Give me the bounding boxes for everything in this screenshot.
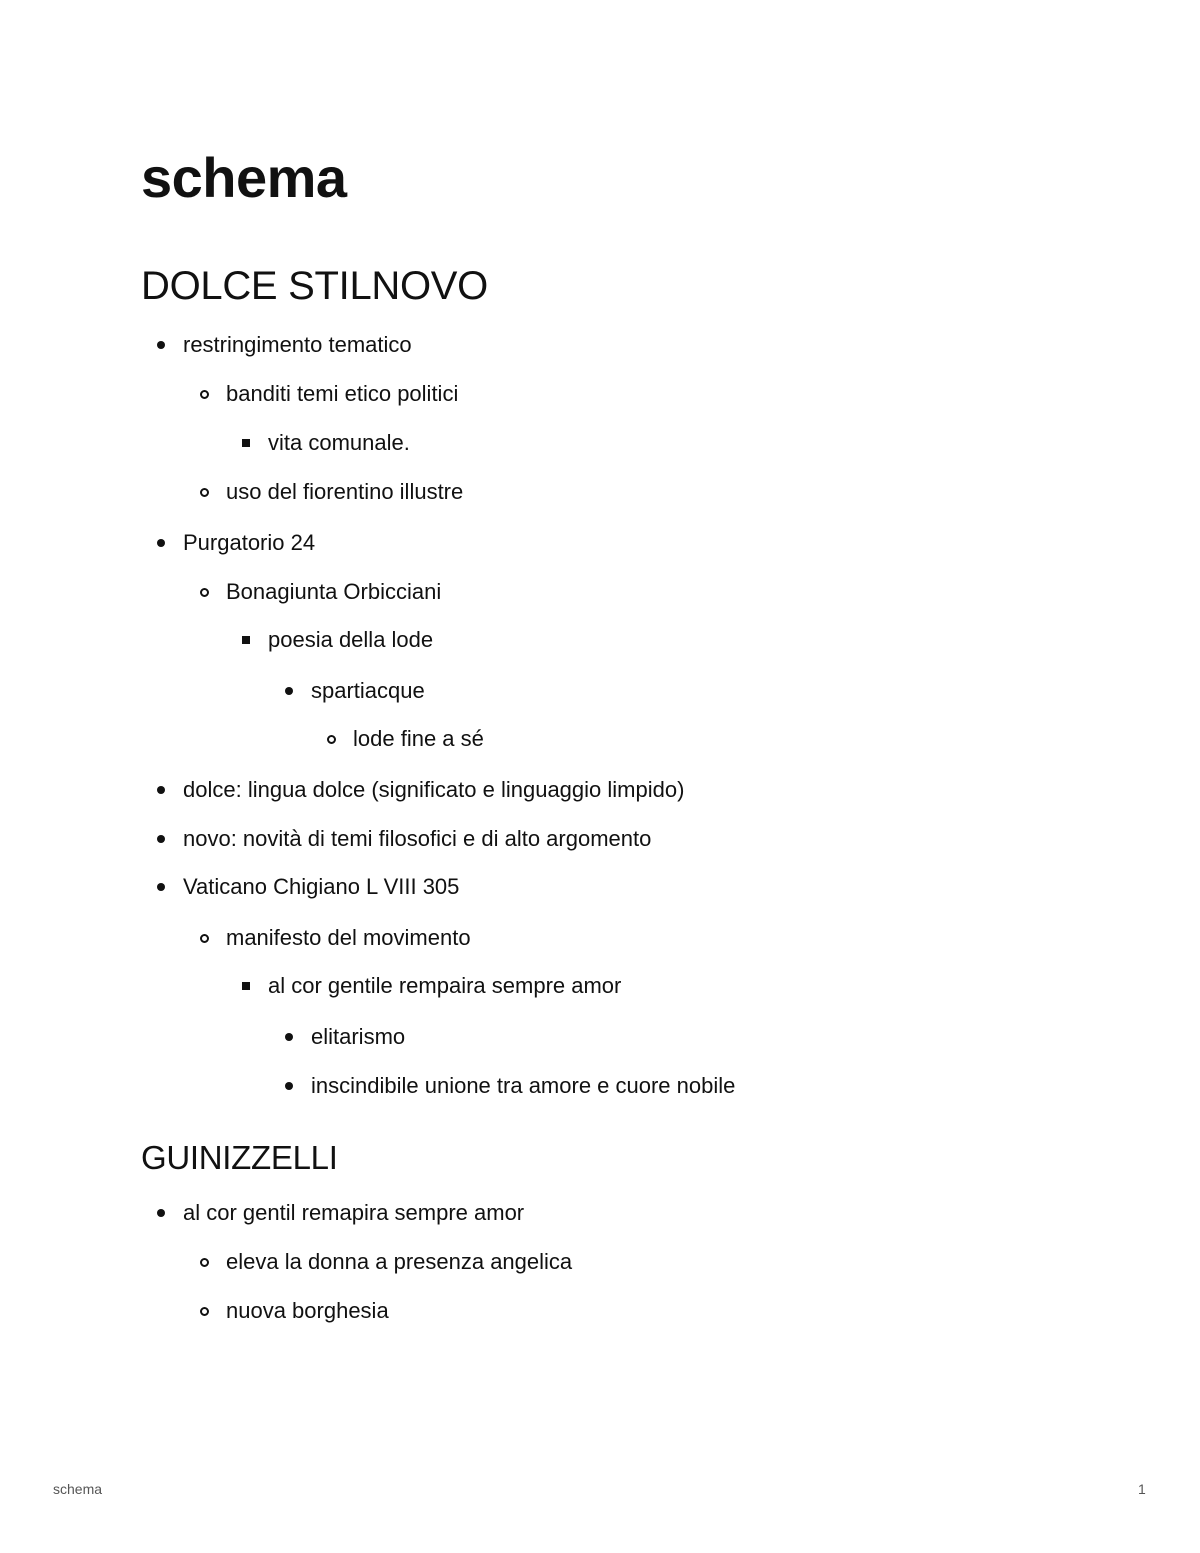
list-item-text: al cor gentil remapira sempre amor [183, 1200, 525, 1225]
list-item [226, 477, 463, 507]
list-item [183, 528, 315, 558]
square-bullet-icon [242, 636, 250, 644]
circle-bullet-icon [200, 1258, 209, 1267]
list-item [183, 872, 459, 902]
disc-bullet-icon [157, 883, 165, 891]
list-item [311, 1071, 735, 1101]
list-item-text: Vaticano Chigiano L VIII 305 [183, 874, 460, 899]
circle-bullet-icon [200, 488, 209, 497]
list-item-text: uso del fiorentino illustre [226, 479, 464, 504]
list-item-text: al cor gentile rempaira sempre amor [268, 973, 622, 998]
circle-bullet-icon [200, 588, 209, 597]
list-item [226, 1296, 389, 1326]
list-item [311, 676, 425, 706]
list-item-text: poesia della lode [268, 627, 434, 652]
list-item [226, 923, 471, 953]
disc-bullet-icon [157, 786, 165, 794]
list-item [183, 824, 651, 854]
list-item [311, 1022, 405, 1052]
list-item [183, 330, 412, 360]
list-item-text: banditi temi etico politici [226, 381, 459, 406]
list-item-text: eleva la donna a presenza angelica [226, 1249, 573, 1274]
disc-bullet-icon [157, 1209, 165, 1217]
page-title: schema [141, 146, 347, 209]
list-item [268, 625, 433, 655]
section-heading-dolce-stilnovo: DOLCE STILNOVO [141, 264, 488, 308]
list-item-text: nuova borghesia [226, 1298, 389, 1323]
square-bullet-icon [242, 439, 250, 447]
section-heading-guinizzelli: GUINIZZELLI [141, 1139, 338, 1176]
list-item-text: novo: novità di temi filosofici e di alto argomento [183, 826, 652, 851]
list-item-text: Bonagiunta Orbicciani [226, 579, 442, 604]
disc-bullet-icon [285, 1082, 293, 1090]
footer-document-name: schema [53, 1481, 103, 1497]
list-item-text: Purgatorio 24 [183, 530, 316, 555]
list-item-text: restringimento tematico [183, 332, 412, 357]
circle-bullet-icon [200, 390, 209, 399]
list-item-text: inscindibile unione tra amore e cuore nobile [311, 1073, 736, 1098]
list-item [226, 577, 441, 607]
footer-page-number: 1 [1138, 1481, 1146, 1497]
list-item [268, 428, 410, 458]
disc-bullet-icon [285, 687, 293, 695]
list-item-text: manifesto del movimento [226, 925, 471, 950]
disc-bullet-icon [157, 539, 165, 547]
list-item [183, 775, 684, 805]
list-item [183, 1198, 524, 1228]
list-item-text: vita comunale. [268, 430, 410, 455]
square-bullet-icon [242, 982, 250, 990]
list-item [226, 1247, 572, 1277]
list-item [353, 724, 484, 754]
circle-bullet-icon [200, 934, 209, 943]
list-item-text: dolce: lingua dolce (significato e linguaggio limpido) [183, 777, 685, 802]
list-item-text: lode fine a sé [353, 726, 484, 751]
disc-bullet-icon [285, 1033, 293, 1041]
list-item [268, 971, 621, 1001]
disc-bullet-icon [157, 835, 165, 843]
list-item [226, 379, 458, 409]
list-item-text: spartiacque [311, 678, 425, 703]
circle-bullet-icon [200, 1307, 209, 1316]
list-item-text: elitarismo [311, 1024, 406, 1049]
circle-bullet-icon [327, 735, 336, 744]
disc-bullet-icon [157, 341, 165, 349]
